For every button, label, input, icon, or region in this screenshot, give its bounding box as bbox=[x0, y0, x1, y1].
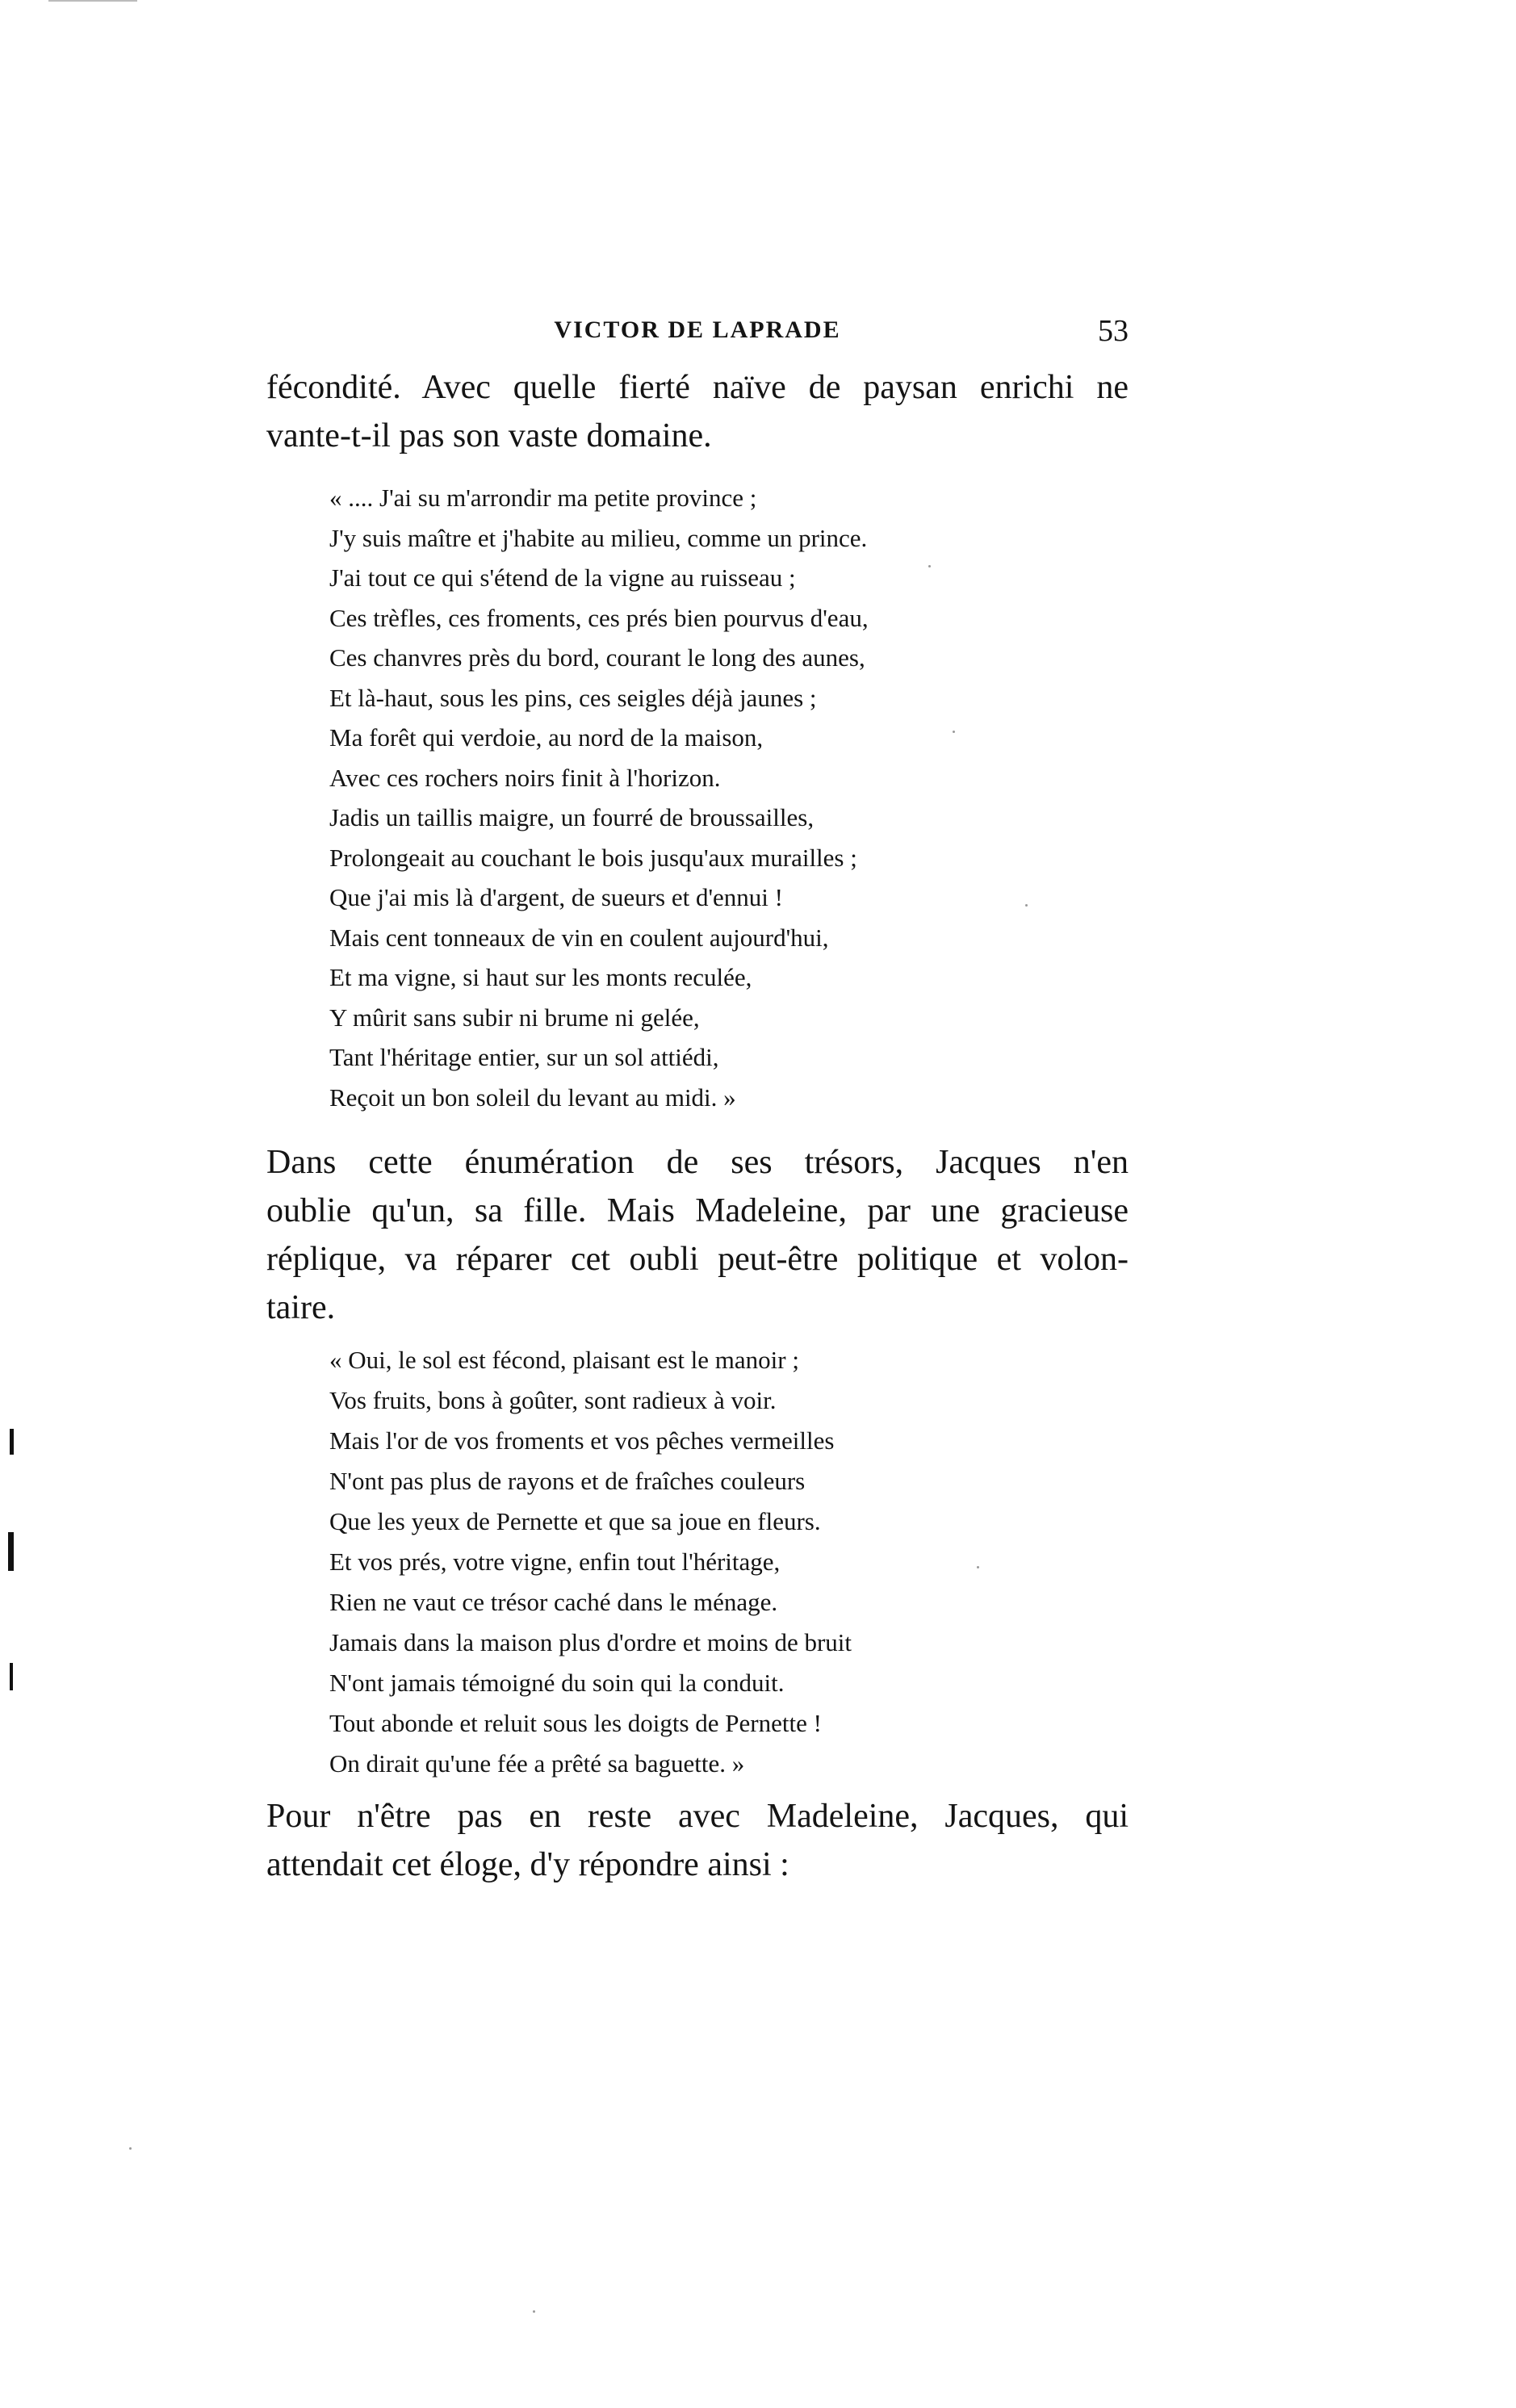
paragraph-line: réplique, va réparer cet oubli peut-être politique et volon- bbox=[266, 1241, 1129, 1278]
verse-line: Tant l'héritage entier, sur un sol attiédi, bbox=[329, 1043, 719, 1071]
verse-line: N'ont jamais témoigné du soin qui la conduit. bbox=[329, 1669, 785, 1697]
scan-speck bbox=[533, 2310, 535, 2313]
scan-speck bbox=[129, 2147, 132, 2150]
verse-line: J'ai tout ce qui s'étend de la vigne au ruisseau ; bbox=[329, 563, 796, 592]
verse-line: On dirait qu'une fée a prêté sa baguette. » bbox=[329, 1749, 745, 1778]
scan-speck bbox=[1025, 904, 1028, 907]
paragraph-line: taire. bbox=[266, 1289, 336, 1326]
paragraph-3 bbox=[266, 1792, 1129, 1889]
page-number: 53 bbox=[1098, 314, 1129, 348]
scan-speck bbox=[928, 565, 931, 567]
verse-line: Mais l'or de vos froments et vos pêches vermeilles bbox=[329, 1426, 835, 1455]
paragraph-line: fécondité. Avec quelle fierté naïve de paysan enrichi ne bbox=[266, 369, 1129, 406]
verse-line: J'y suis maître et j'habite au milieu, comme un prince. bbox=[329, 523, 868, 552]
verse-line: Et vos prés, votre vigne, enfin tout l'héritage, bbox=[329, 1547, 781, 1576]
verse-line: Et là-haut, sous les pins, ces seigles déjà jaunes ; bbox=[329, 683, 817, 712]
verse-line: Mais cent tonneaux de vin en coulent aujourd'hui, bbox=[329, 923, 829, 952]
verse-line: Avec ces rochers noirs finit à l'horizon. bbox=[329, 763, 721, 792]
scan-mark bbox=[8, 1532, 14, 1571]
paragraph-1 bbox=[266, 363, 1129, 460]
verse-line: « Oui, le sol est fécond, plaisant est le manoir ; bbox=[329, 1346, 799, 1374]
verse-line: Et ma vigne, si haut sur les monts reculée, bbox=[329, 963, 752, 991]
paragraph-line: Dans cette énumération de ses trésors, Jacques n'en bbox=[266, 1144, 1129, 1181]
scan-mark bbox=[10, 1429, 14, 1455]
verse-line: Y mûrit sans subir ni brume ni gelée, bbox=[329, 1003, 700, 1032]
scan-speck bbox=[953, 731, 955, 733]
verse-line: Reçoit un bon soleil du levant au midi. » bbox=[329, 1083, 736, 1112]
verse-line: N'ont pas plus de rayons et de fraîches couleurs bbox=[329, 1467, 806, 1495]
verse-line: Prolongeait au couchant le bois jusqu'aux murailles ; bbox=[329, 843, 857, 872]
verse-line: Jadis un taillis maigre, un fourré de broussailles, bbox=[329, 803, 815, 831]
verse-line: Vos fruits, bons à goûter, sont radieux à voir. bbox=[329, 1386, 777, 1414]
scan-edge-line bbox=[48, 0, 137, 2]
verse-line: Ma forêt qui verdoie, au nord de la maison, bbox=[329, 723, 764, 752]
paragraph-line: oublie qu'un, sa fille. Mais Madeleine, par une gracieuse bbox=[266, 1192, 1129, 1229]
paragraph-2 bbox=[266, 1138, 1129, 1332]
paragraph-line: Pour n'être pas en reste avec Madeleine, Jacques, qui bbox=[266, 1798, 1129, 1835]
paragraph-line: attendait cet éloge, d'y répondre ainsi : bbox=[266, 1846, 789, 1883]
running-head bbox=[266, 313, 1129, 354]
paragraph-line: vante-t-il pas son vaste domaine. bbox=[266, 417, 712, 454]
verse-line: « .... J'ai su m'arrondir ma petite province ; bbox=[329, 484, 757, 512]
verse-line: Jamais dans la maison plus d'ordre et moins de bruit bbox=[329, 1628, 852, 1656]
verse-line: Tout abonde et reluit sous les doigts de Pernette ! bbox=[329, 1709, 822, 1737]
scan-speck bbox=[977, 1566, 979, 1568]
poem-1 bbox=[329, 478, 1056, 1117]
running-title: VICTOR DE LAPRADE bbox=[554, 316, 841, 343]
verse-line: Que les yeux de Pernette et que sa joue en fleurs. bbox=[329, 1507, 821, 1535]
verse-line: Rien ne vaut ce trésor caché dans le ménage. bbox=[329, 1588, 778, 1616]
verse-line: Ces chanvres près du bord, courant le long des aunes, bbox=[329, 643, 865, 672]
verse-line: Que j'ai mis là d'argent, de sueurs et d'ennui ! bbox=[329, 883, 783, 911]
verse-line: Ces trèfles, ces froments, ces prés bien pourvus d'eau, bbox=[329, 603, 869, 632]
poem-2 bbox=[329, 1340, 1056, 1784]
scan-mark bbox=[10, 1663, 13, 1690]
